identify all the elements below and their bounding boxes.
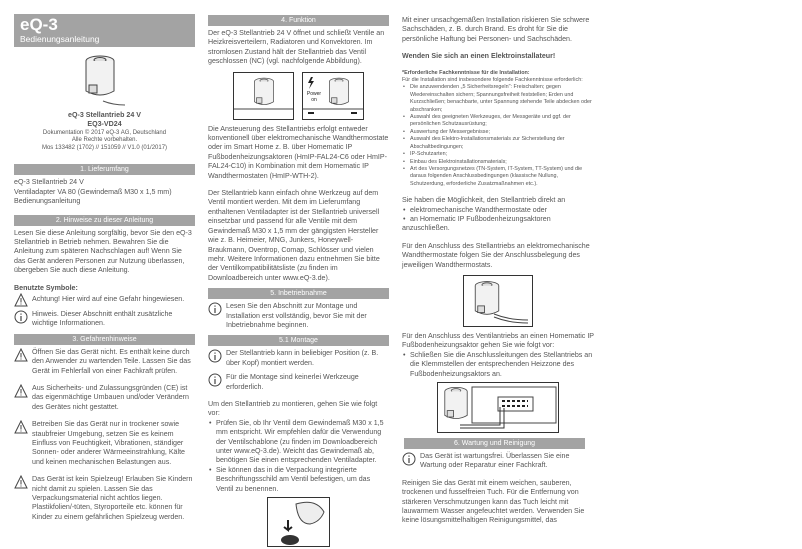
- delivery-item: Bedienungsanleitung: [14, 197, 81, 206]
- requirement-item: • IP-Schutzarten;: [402, 151, 594, 158]
- installation-warning: Mit einer unsachgemäßen Installation riskieren Sie schwere Sachschäden, z. B. durch Brand. Es droht für Sie die persönliche Haftung bei Personen- und Sachschäden.: [402, 16, 590, 43]
- hazard-note: Betreiben Sie das Gerät nur in trockener sowie staubfreier Umgebung, setzen Sie es keinem Einfluss von Feuchtigkeit, Vibrationen, ständiger Sonnen- oder anderer Wärmeeinstrahlung, Kälte und keinen mechanischen Belastungen aus.: [32, 420, 185, 466]
- section-3-heading: 3. Gefahrenhinweise: [14, 334, 195, 345]
- rights: Alle Rechte vorbehalten.: [71, 137, 138, 144]
- maintenance-info: Das Gerät ist wartungsfrei. Überlassen Sie eine Wartung oder Reparatur einer Fachkraft.: [420, 452, 570, 470]
- requirement-item: • Die anzuwendenden „5 Sicherheitsregeln": Freischalten; gegen Wiedereinschalten sichern; Spannungsfreiheit feststellen; Erden und Kurzschließen; benachbarte, unter Spannung stehende Teile abdecken oder abschranken;: [402, 84, 594, 114]
- mounting-step: • Sie können das in die Verpackung integrierte Beschriftungsschild am Ventil befestigen, um das Ventil zu benennen.: [208, 466, 389, 494]
- label-mounting-figure: [267, 497, 330, 547]
- section-1-heading: 1. Lieferumfang: [14, 164, 195, 175]
- manual-subtitle: Bedienungsanleitung: [20, 34, 100, 44]
- column-3: [402, 16, 594, 526]
- info-symbol-text: Hinweis. Dieser Abschnitt enthält zusätzliche wichtige Informationen.: [32, 309, 173, 328]
- actuator-product-image: [75, 51, 125, 111]
- commissioning-info: Lesen Sie den Abschnitt zur Montage und Installation erst vollständig, bevor Sie mit der Inbetriebnahme beginnen.: [226, 302, 367, 329]
- delivery-item: Ventiladapter VA 80 (Gewindemaß M30 x 1,5 mm): [14, 187, 172, 196]
- mounting-info-2: Für die Montage sind keinerlei Werkzeuge erforderlich.: [226, 373, 359, 391]
- delivery-item: eQ-3 Stellantrieb 24 V: [14, 178, 84, 187]
- warning-icon: [14, 293, 28, 307]
- requirement-item: • Einbau des Elektroinstallationsmaterials;: [402, 159, 594, 166]
- section-5-heading: 5. Inbetriebnahme: [208, 288, 389, 299]
- info-icon: [208, 349, 222, 363]
- section-5-1-heading: 5.1 Montage: [208, 335, 389, 346]
- section-2-text: Lesen Sie diese Anleitung sorgfältig, bevor Sie den eQ-3 Stellantrieb in Betrieb nehmen. Bewahren Sie die Anleitung zum späteren Nachschlagen auf! Wenn Sie das Gerät anderen Personen zur Nutzung überlassen, übergeben Sie auch diese Anleitung.: [14, 228, 192, 275]
- hazard-note: Das Gerät ist kein Spielzeug! Erlauben Sie Kindern nicht damit zu spielen. Lassen Sie das Verpackungsmaterial nicht achtlos liegen. Plastikfolien/-tüten, Styroporteile etc. können für Kinder zu einem gefährlichen Spielzeug werden.: [32, 475, 193, 521]
- hmip-wiring-figure: [437, 382, 559, 433]
- function-text-1: Der eQ-3 Stellantrieb 24 V öffnet und schließt Ventile an Heizkreisverteilern, Radiatoren und Konvektoren. Im stromlosen Zustand hält der Stellantrieb das Ventil geschlossen (NC) (vgl. nachfolgende Abbildung).: [208, 29, 385, 66]
- option-item: • elektromechanische Wandthermostate oder: [402, 206, 594, 215]
- cover-title-bar: [14, 14, 195, 47]
- info-icon: [402, 452, 416, 466]
- power-on-label: Power on: [306, 90, 322, 103]
- mounting-intro: Um den Stellantrieb zu montieren, gehen Sie wie folgt vor:: [208, 399, 378, 418]
- hazard-note: Öffnen Sie das Gerät nicht. Es enthält keine durch den Anwender zu wartenden Teile. Lassen Sie das Gerät im Fehlerfall von einer Fachkraft prüfen.: [32, 347, 191, 375]
- section-4-heading: 4. Funktion: [208, 15, 389, 26]
- valve-open-figure: [302, 72, 364, 120]
- option-item: • an Homematic IP Fußbodenheizungsaktoren: [402, 215, 594, 224]
- version: Mos 133482 (1702) // 151059 // V1.0 (01/2017): [41, 144, 168, 151]
- contact-electrician: Wenden Sie sich an einen Elektroinstallateur!: [402, 52, 556, 61]
- cleaning-text: Reinigen Sie das Gerät mit einem weichen, sauberen, trockenen und fusselfreien Tuch. Für die Entfernung von stärkeren Verschmutzungen kann das Tuch leicht mit lauwarmem Wasser angefeuchtet werden. Verwenden Sie keine lösungsmittelhaltigen Reinigungsmittel, das: [402, 478, 585, 525]
- warning-icon: [14, 475, 28, 489]
- function-text-3: Der Stellantrieb kann einfach ohne Werkzeug auf dem Ventil montiert werden. Mit dem im Lieferumfang enthaltenen Ventiladapter ist der Stellantrieb universell einsetzbar und passend für alle Ventile mit dem Gewindemaß M30 x 1,5 mm der gängigsten Hersteller wie z. B. Heimeier, MNG, Junkers, Honeywell-Braukmann, Oventrop, Comap, Schlösser und vielen mehr. Weitere Informationen dazu entnehmen Sie bitte der Ventilkompatibilitätsliste (zu finden im Downloadbereich unter www.eQ-3.de).: [208, 189, 380, 282]
- warning-icon: [14, 420, 28, 434]
- info-icon: [208, 302, 222, 316]
- requirement-item: • Art des Versorgungsnetzes (TN-System, IT-System, TT-System) und die daraus folgenden Anschlussbedingungen (klassische Nullung, Schutzerdung, erforderliche Zusatzmaßnahmen etc.).: [402, 166, 594, 188]
- warning-icon: [14, 384, 28, 398]
- copyright: Dokumentation © 2017 eQ-3 AG, Deutschland: [42, 129, 167, 136]
- function-text-2: Die Ansteuerung des Stellantriebs erfolgt entweder konventionell über elektromechanische Wandthermostate oder im Smart Home z. B. über Homematic IP Fußbodenheizungsaktoren (HmIP-FAL24-C6 oder HmIP-FAL24-C10) in Kombination mit dem Homematic IP Wandthermostaten (HmIP-WTH-2).: [208, 124, 389, 180]
- requirements-title: *Erforderliche Fachkenntnisse für die Installation:: [402, 69, 530, 76]
- requirement-item: • Auswertung der Messergebnisse;: [402, 129, 594, 136]
- model-number: EQ3-VD24: [87, 120, 122, 129]
- column-2: [208, 15, 389, 547]
- hmip-step: • Schließen Sie die Anschlussleitungen des Stellantriebs an die Klemmstellen der entsprechenden Heizzone des Fußbodenheizungsaktors an.: [402, 351, 594, 379]
- actuator-cable-figure: [463, 275, 533, 327]
- info-icon: [14, 310, 28, 324]
- brand-title: eQ-3: [20, 15, 58, 34]
- requirements-intro: Für die Installation sind insbesondere folgende Fachkenntnisse erforderlich:: [402, 77, 583, 84]
- symbols-label: Benutzte Symbole:: [14, 283, 78, 292]
- valve-closed-figure: [233, 72, 294, 120]
- info-icon: [208, 373, 222, 387]
- warning-symbol-text: Achtung! Hier wird auf eine Gefahr hingewiesen.: [32, 294, 185, 303]
- hmip-connection-text: Für den Anschluss des Ventilantriebs an einen Homematic IP Fußbodenheizungsaktor gehen Sie wie folgt vor:: [402, 331, 594, 350]
- wall-thermostat-text: Für den Anschluss des Stellantriebs an elektromechanische Wandthermostate folgen Sie der Anschlussbelegung des jeweiligen Wandthermostats.: [402, 241, 590, 269]
- options-end: anzuschließen.: [402, 224, 450, 233]
- requirement-item: • Auswahl des Elektro-Installationsmaterials zur Sicherstellung der Abschaltbedingungen;: [402, 136, 594, 151]
- mounting-info-1: Der Stellantrieb kann in beliebiger Position (z. B. über Kopf) montiert werden.: [226, 349, 379, 367]
- options-intro: Sie haben die Möglichkeit, den Stellantrieb direkt an: [402, 196, 566, 205]
- column-1: [14, 14, 195, 522]
- section-2-heading: 2. Hinweise zu dieser Anleitung: [14, 215, 195, 226]
- mounting-step: • Prüfen Sie, ob Ihr Ventil dem Gewindemaß M30 x 1,5 mm entspricht. Wir empfehlen dafür die Verwendung der Ventilschablone (zu finden im Downloadbereich unter www.eQ-3.de). Weicht das Gewindemaß ab, benötigen Sie einen entsprechenden Ventiladapter.: [208, 419, 389, 466]
- product-name: eQ-3 Stellantrieb 24 V: [68, 111, 141, 119]
- requirement-item: • Auswahl des geeigneten Werkzeuges, der Messgeräte und ggf. der persönlichen Schutzausrüstung;: [402, 114, 594, 129]
- section-6-heading: 6. Wartung und Reinigung: [404, 438, 585, 449]
- warning-icon: [14, 348, 28, 362]
- hazard-note: Aus Sicherheits- und Zulassungsgründen (CE) ist das eigenmächtige Umbauen und/oder Verändern des Gerätes nicht gestattet.: [32, 384, 189, 411]
